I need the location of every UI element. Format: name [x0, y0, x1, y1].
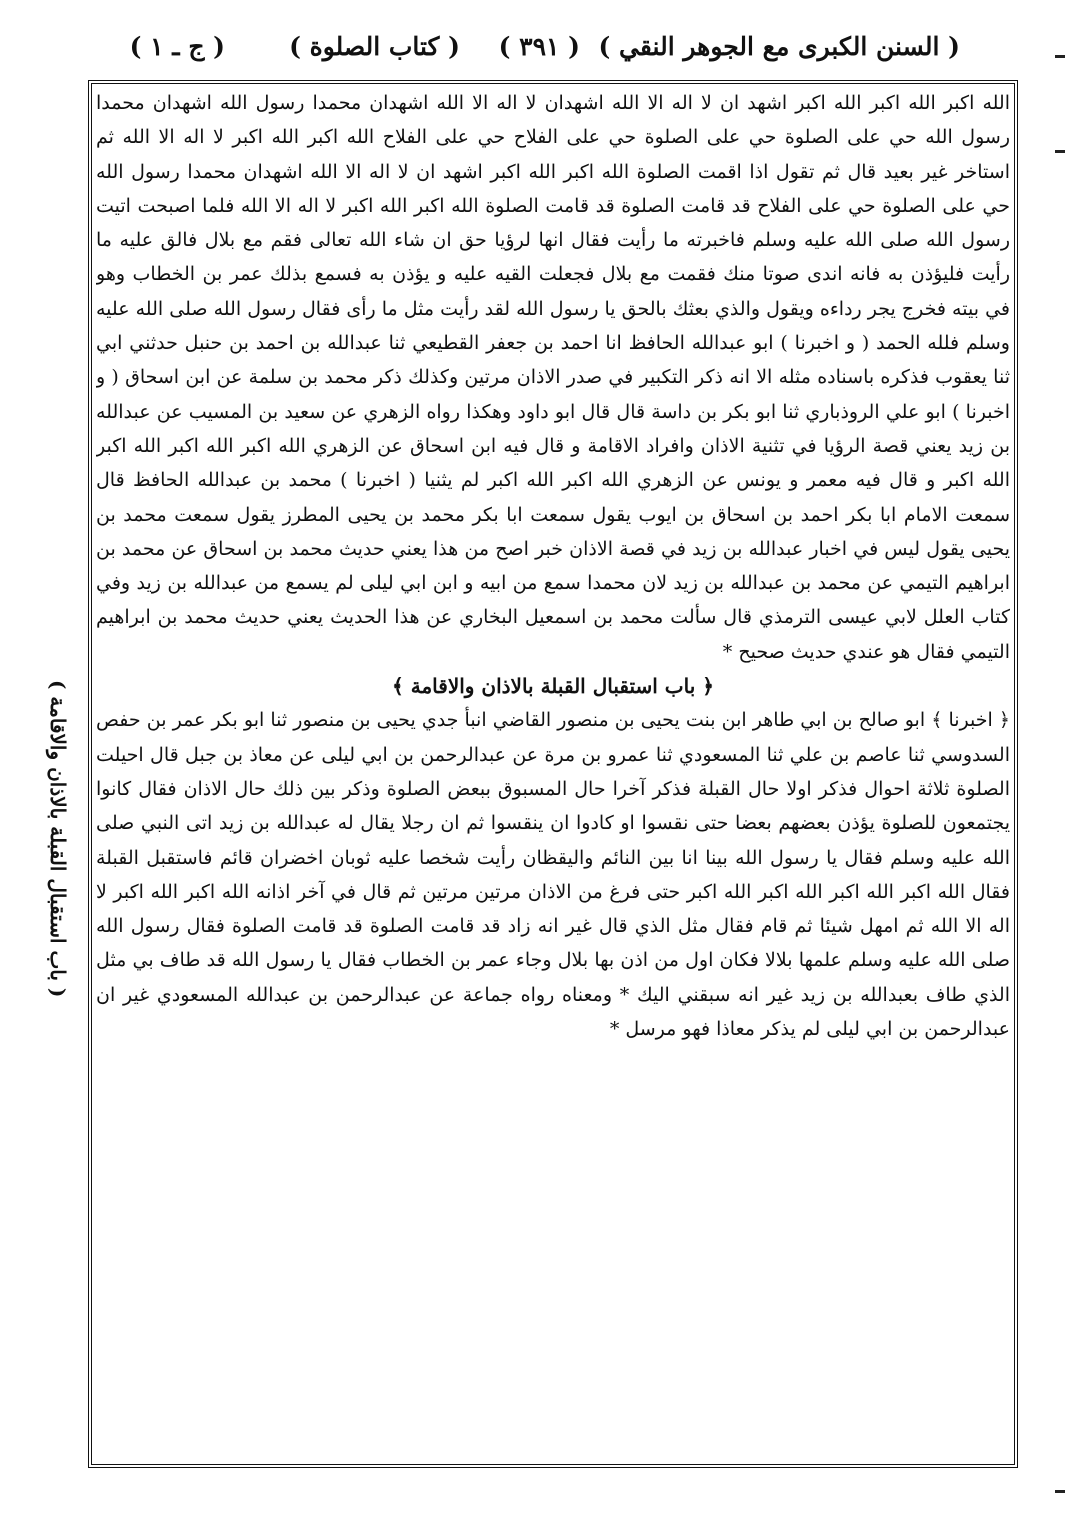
- paragraph: الله اكبر الله اكبر الله اكبر اشهد ان لا اله الا الله اشهدان لا اله الا الله اشهدان محمدا رسول الله اشهدان محمدا رسول الله حي على الصلوة حي على الصلوة حي على الفلاح حي على الفلاح الله اكبر الله اكبر لا اله الا الله ثم استاخر غير بعيد قال ثم تقول اذا اقمت الصلوة الله اكبر الله اكبر اشهد ان لا اله الا الله اشهدان محمدا رسول الله حي على الصلوة حي على الفلاح قد قامت الصلوة قد قامت الصلوة الله اكبر الله اكبر لا اله الا الله فلما اصبحت اتيت رسول الله صلى الله عليه وسلم فاخبرته ما رأيت فقال انها لرؤيا حق ان شاء الله تعالى فقم مع بلال فالق عليه ما رأيت فليؤذن به فانه اندى صوتا منك فقمت مع بلال فجعلت القيه عليه و يؤذن به فسمع بذلك عمر بن الخطاب وهو في بيته فخرج يجر رداءه ويقول والذي بعثك بالحق يا رسول الله لقد رأيت مثل ما رأى فقال رسول الله صلى الله عليه وسلم فلله الحمد ( و اخبرنا ) ابو عبدالله الحافظ انا احمد بن جعفر القطيعي ثنا عبدالله بن احمد بن حنبل حدثني ابي ثنا يعقوب فذكره باسناده مثله الا انه ذكر التكبير في صدر الاذان مرتين وكذلك ذكر محمد بن سلمة عن ابن اسحاق ( و اخبرنا ) ابو علي الروذباري ثنا ابو بكر بن داسة قال قال ابو داود وهكذا رواه الزهري عن سعيد بن المسيب عن عبدالله بن زيد يعني قصة الرؤيا في تثنية الاذان وافراد الاقامة و قال فيه ابن اسحاق عن الزهري الله اكبر الله اكبر الله اكبر الله اكبر و قال فيه معمر و يونس عن الزهري الله اكبر الله اكبر لم يثنيا ( اخبرنا ) محمد بن عبدالله الحافظ قال سمعت الامام ابا بكر احمد بن اسحاق بن ايوب يقول سمعت ابا بكر محمد بن يحيى المطرز يقول سمعت محمد بن يحيى يقول ليس في اخبار عبدالله بن زيد في قصة الاذان خبر اصح من هذا يعني حديث محمد بن اسحاق عن محمد بن ابراهيم التيمي عن محمد بن عبدالله بن زيد لان محمدا سمع من ابيه و ابن ابي ليلى لم يسمع من عبدالله بن زيد وفي كتاب العلل لابي عيسى الترمذي قال سألت محمد بن اسمعيل البخاري عن هذا الحديث يعني حديث محمد بن ابراهيم التيمي فقال هو عندي حديث صحيح *: [96, 92, 1010, 663]
- book-title: ( السنن الكبرى مع الجوهر النقي ): [598, 32, 960, 61]
- chapter-heading: ﴿ باب استقبال القبلة بالاذان والاقامة ﴾: [392, 674, 714, 699]
- page-header: [95, 28, 960, 70]
- paragraph: ﴿ اخبرنا ﴾ ابو صالح بن ابي طاهر ابن بنت يحيى بن منصور القاضي انبأ جدي يحيى بن منصور ثنا ابو بكر عمر بن حفص السدوسي ثنا عاصم بن علي ثنا المسعودي ثنا عمرو بن مرة عن عبدالرحمن بن ابي ليلى عن معاذ بن جبل قال احيلت الصلوة ثلاثة احوال فذكر اولا حال القبلة فذكر آخرا حال المسبوق ببعض الصلوة وذكر بين ذلك حال الاذان فقال كانوا يجتمعون للصلوة يؤذن بعضهم بعضا حتى نقسوا او كادوا ان ينقسوا ثم ان رجلا يقال له عبدالله بن زيد اتى النبي صلى الله عليه وسلم فقال يا رسول الله بينا انا بين النائم واليقظان رأيت شخصا عليه ثوبان اخضران قائم فاستقبل القبلة فقال الله اكبر الله اكبر الله اكبر الله اكبر حتى فرغ من الاذان مرتين مرتين ثم قال في آخر اذانه الله اكبر الله اكبر لا اله الا الله ثم امهل شيئا ثم قام فقال مثل الذي قال غير انه زاد قد قامت الصلوة قد قامت الصلوة فقال رسول الله صلى الله عليه وسلم علمها بلالا فكان اول من اذن بها بلال وجاء عمر بن الخطاب فقال يا رسول الله قد طاف بي مثل الذي طاف بعبدالله بن زيد غير انه سبقني اليك * ومعناه رواه جماعة عن عبدالرحمن بن عبدالله المسعودي غير ان عبدالرحمن بن ابي ليلى لم يذكر معاذا فهو مرسل *: [96, 709, 1010, 1041]
- scan-mark: [1055, 150, 1065, 153]
- volume-label: ( ج ـ ١ ): [129, 32, 225, 61]
- margin-chapter-note: ( باب استقبال القبلة بالاذان والاقامة ): [46, 680, 70, 998]
- chapter-name: ( كتاب الصلوة ): [289, 32, 460, 61]
- scan-mark: [1055, 55, 1065, 58]
- main-text: [96, 86, 1010, 1462]
- scan-mark: [1055, 1490, 1065, 1493]
- page-number: ( ٣٩١ ): [498, 32, 580, 61]
